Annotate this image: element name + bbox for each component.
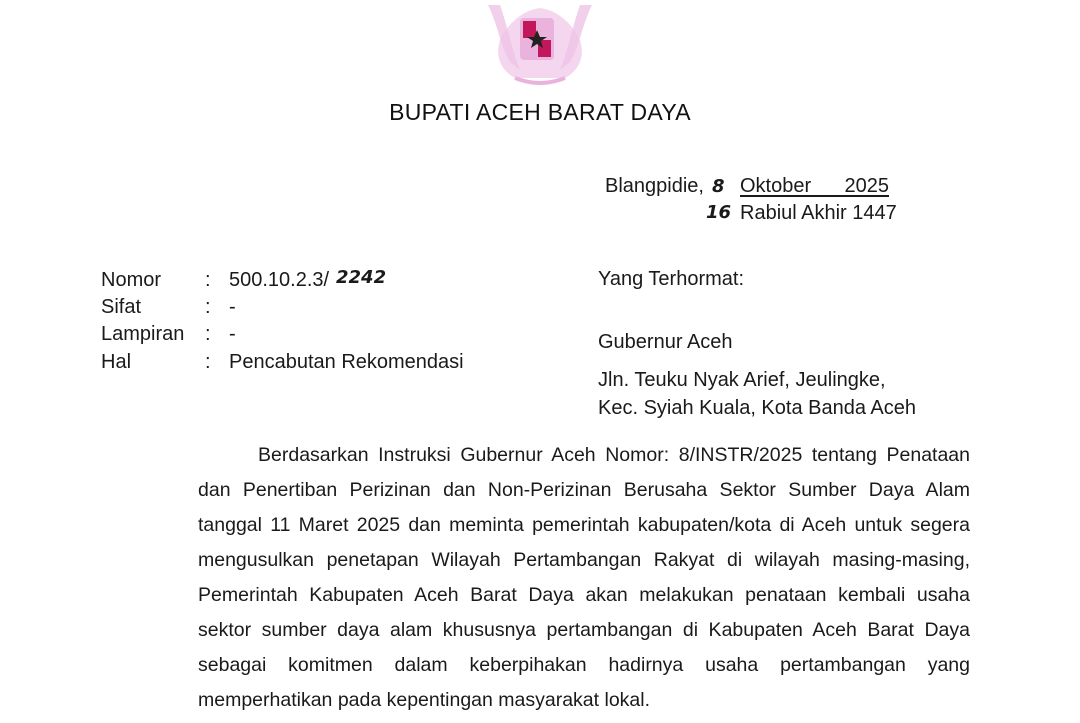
date-place: Blangpidie,: [605, 175, 704, 197]
value-lampiran: -: [229, 323, 236, 345]
date-day-handwritten: 8: [712, 176, 725, 197]
recipient-address-line1: Jln. Teuku Nyak Arief, Jeulingke,: [598, 369, 886, 391]
recipient-name: Gubernur Aceh: [598, 331, 733, 353]
colon-nomor: :: [205, 269, 211, 291]
value-hal: Pencabutan Rekomendasi: [229, 351, 464, 373]
label-nomor: Nomor: [101, 269, 162, 291]
recipient-address-line2: Kec. Syiah Kuala, Kota Banda Aceh: [598, 397, 916, 419]
colon-hal: :: [205, 351, 211, 373]
hijri-date: Rabiul Akhir 1447: [740, 202, 897, 224]
body-paragraph: Berdasarkan Instruksi Gubernur Aceh Nomor: 8/INSTR/2025 tentang Penataan dan Penertiban Perizinan dan Non-Perizinan Berusaha Sektor Sumber Daya Alam tanggal 11 Maret 2025 dan meminta pemerintah kabupaten/kota di Aceh untuk segera mengusulkan penetapan Wilayah Pertambangan Rakyat di wilayah masing-masing, Pemerintah Kabupaten Aceh Barat Daya akan melakukan penataan kembali usaha sektor sumber daya alam khususnya pertambangan di Kabupaten Aceh Barat Daya sebagai komitmen dalam keberpihakan hadirnya usaha pertambangan yang memperhatikan pada kepentingan masyarakat lokal.: [198, 444, 970, 711]
hijri-day-handwritten: 16: [706, 202, 732, 223]
page-title: BUPATI ACEH BARAT DAYA: [389, 99, 691, 125]
label-lampiran: Lampiran: [101, 323, 185, 345]
nomor-handwritten: 2242: [336, 267, 387, 288]
garuda-emblem-icon: [470, 0, 610, 90]
label-sifat: Sifat: [101, 296, 142, 318]
letter-body: [198, 438, 970, 718]
date-month-year: Oktober 2025: [740, 175, 889, 197]
label-hal: Hal: [101, 351, 132, 373]
value-sifat: -: [229, 296, 236, 318]
colon-sifat: :: [205, 296, 211, 318]
colon-lampiran: :: [205, 323, 211, 345]
recipient-salutation: Yang Terhormat:: [598, 268, 745, 290]
value-nomor: 500.10.2.3/: [229, 269, 330, 291]
